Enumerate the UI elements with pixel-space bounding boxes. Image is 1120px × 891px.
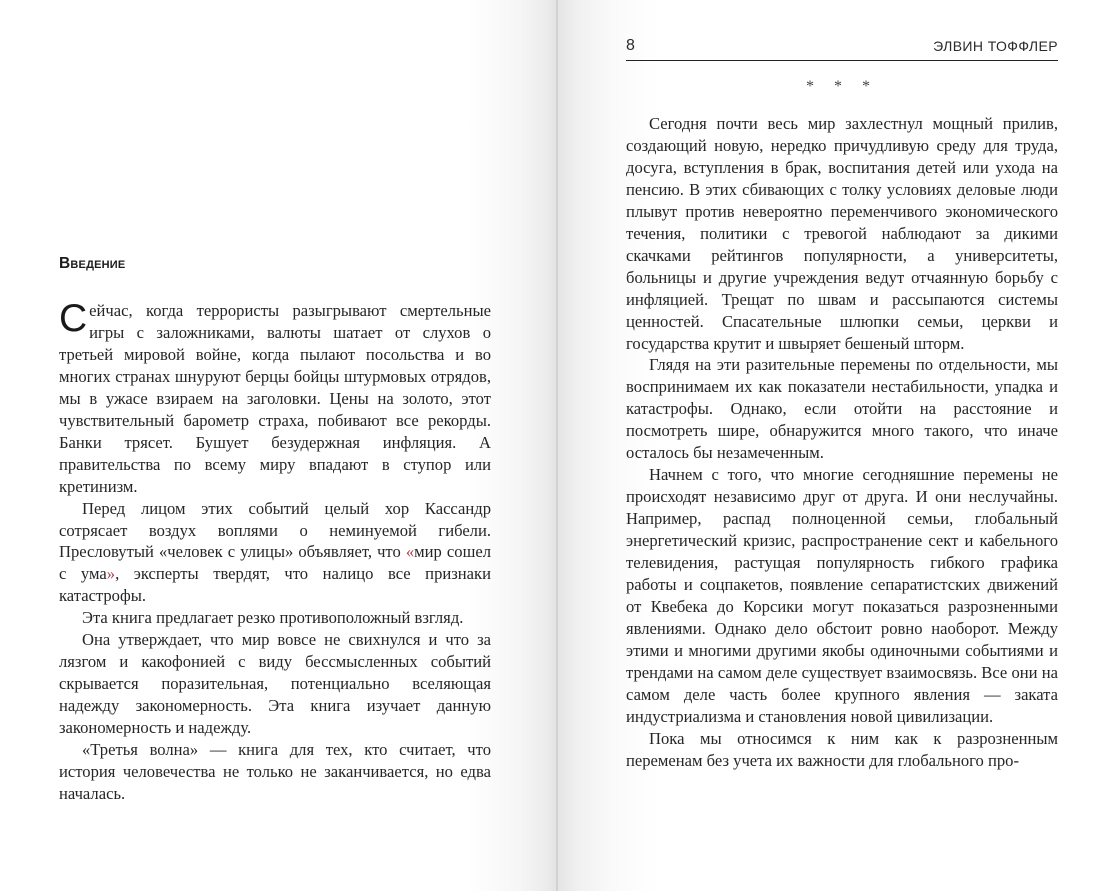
- paragraph: «Третья волна» — книга для тех, кто считает, что история человечества не только не заканчивается, но едва началась.: [59, 740, 491, 803]
- book-spine: [556, 0, 558, 891]
- paragraph: Перед лицом этих событий целый хор Кассандр сотрясает воздух воплями о неминуемой гибели. Пресловутый «человек с улицы» объявляет, что «мир сошел с ума», эксперты твердят, что налицо все признаки катастрофы.: [59, 498, 491, 606]
- paragraph: Пока мы относимся к ним как к разрозненным переменам без учета их важности для глобального про-: [626, 728, 1058, 770]
- running-head: [626, 36, 1058, 61]
- page-number: 8: [626, 37, 635, 54]
- open-quote: «: [405, 542, 415, 562]
- paragraph: Сегодня почти весь мир захлестнул мощный прилив, создающий новую, нередко причудливую среду для труда, досуга, вступления в брак, воспитания детей или ухода на пенсию. В этих сбивающих с толку условиях деловые люди плывут против невероятно переменчивого экономического течения, политики с тревогой наблюдают за дикими скачками рейтингов популярности, а университеты, больницы и другие учреждения ведут отчаянную борьбу с инфляцией. Трещат по швам и рассыпаются системы ценностей. Спасательные шлюпки семьи, церкви и государства крутит и швыряет бешеный шторм.: [626, 114, 1058, 353]
- paragraph: Начнем с того, что многие сегодняшние перемены не происходят независимо друг от друга. И они неслучайны. Например, распад полноценной семьи, глобальный энергетический кризис, распространение сект и кабельного телевидения, растущая популярность гибкого графика работы и соцпакетов, появление сепаратистских движений от Квебека до Корсики могут показаться разрозненными явлениями. Однако дело обстоит ровно наоборот. Между этими и многими другими якобы одиночными событиями и трендами на самом деле существует взаимосвязь. Все они на самом деле часть более крупного явления — заката индустриализма и становления новой цивилизации.: [626, 465, 1058, 726]
- paragraph: Эта книга предлагает резко противоположный взгляд.: [82, 608, 464, 628]
- right-page-text: [626, 113, 1058, 772]
- chapter-title: Введение: [59, 255, 126, 272]
- left-page-text: [59, 297, 491, 805]
- paragraph: Сейчас, когда террористы разыгрывают смертельные игры с заложниками, валюты шатает от слухов о третьей мировой войне, когда пылают посольства и во многих странах шнуруют берцы бойцы штурмовых отрядов, мы в ужасе взираем на заголовки. Цены на золото, этот чувствительный барометр страха, побивают все рекорды. Банки трясет. Бушует безудержная инфляция. А правительства по всему миру впадают в ступор или кретинизм.: [59, 297, 491, 496]
- paragraph: Она утверждает, что мир вовсе не свихнулся и что за лязгом и какофонией с виду бессмысленных событий скрывается поразительная, потенциально вселяющая надежду закономерность. Эта книга изучает данную закономерность и надежду.: [59, 630, 491, 738]
- section-break: * * *: [806, 78, 878, 95]
- close-quote: »: [106, 564, 116, 584]
- author-name: ЭЛВИН ТОФФЛЕР: [933, 38, 1058, 54]
- drop-cap: С: [59, 297, 88, 340]
- paragraph: Глядя на эти разительные перемены по отдельности, мы воспринимаем их как показатели нестабильности, упадка и катастрофы. Однако, если отойти на расстояние и посмотреть шире, обнаружится много такого, что иначе осталось бы незамеченным.: [626, 355, 1058, 463]
